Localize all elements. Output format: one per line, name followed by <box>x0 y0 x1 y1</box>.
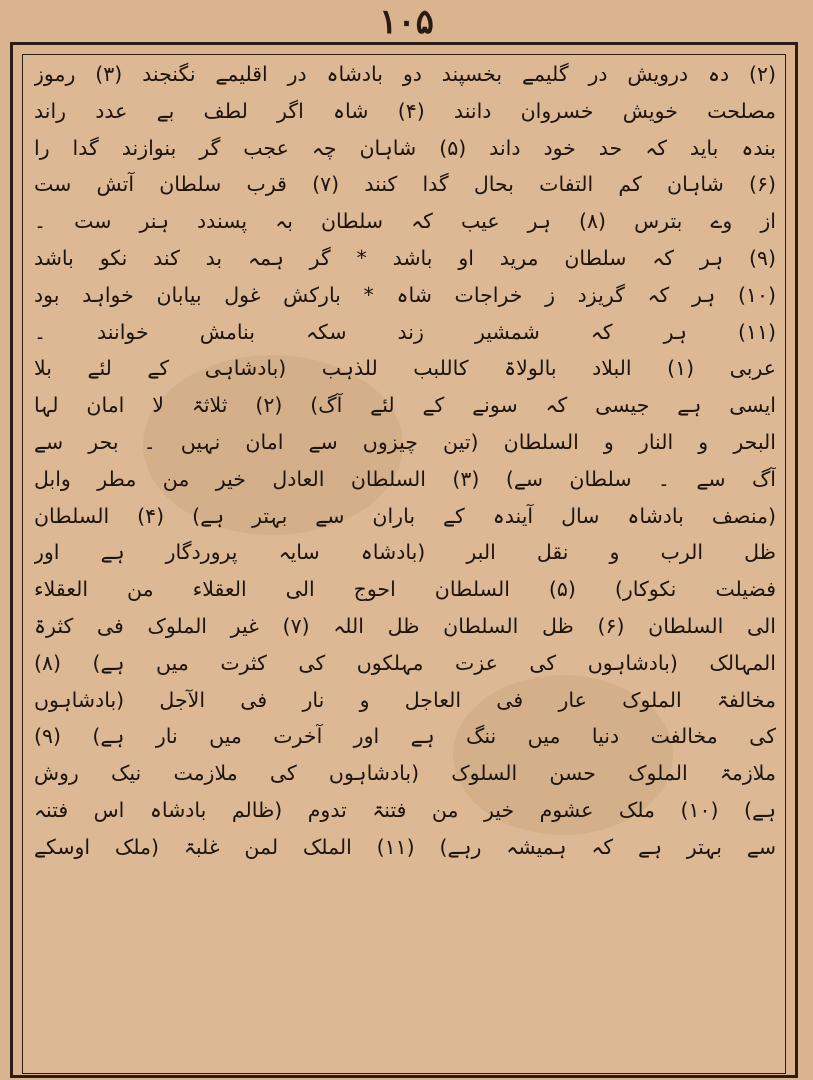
text-line: ملازمۃ الملوک حسن السلوک (بادشاہوں کی ملازمت نیک روش <box>34 761 776 786</box>
text-line: المہالک (بادشاہوں کی عزت مہلکوں کی کثرت میں ہے) (۸) <box>34 650 776 675</box>
text-line: مصلحت خویش خسروان دانند (۴) شاہ اگر لطف بے عدد راند <box>34 98 776 123</box>
text-line: از وے بترس (۸) ہر عیب کہ سلطان بہ پسندد ہنر ست ۔ <box>34 209 776 234</box>
text-line: ایسی ہے جیسی کہ سونے کے لئے آگ) (۲) ثلاثۃ لا امان لہا <box>34 393 776 418</box>
text-line: (۶) شاہان کم التفات بحال گدا کنند (۷) قرب سلطان آتش ست <box>34 172 776 197</box>
page-text <box>34 56 776 1072</box>
text-line: (۱۱) ہر کہ شمشیر زند سکہ بنامش خوانند ۔ <box>34 319 776 344</box>
text-line: (۱۰) ہر کہ گریزد ز خراجات شاہ * بارکش غول بیابان خواہد بود <box>34 282 776 307</box>
text-line: البحر و النار و السلطان (تین چیزوں سے امان نہیں ۔ بحر سے <box>34 429 776 454</box>
text-line: عربی (۱) البلاد بالولاۃ کاللبب للذہب (بادشاہی کے لئے بلا <box>34 356 776 381</box>
text-line: الی السلطان (۶) ظل السلطان ظل اللہ (۷) غیر الملوک فی کثرۃ <box>34 613 776 638</box>
text-line: ہے) (۱۰) ملک عشوم خیر من فتنۃ تدوم (ظالم بادشاہ اس فتنہ <box>34 797 776 822</box>
text-line: بندہ باید کہ حد خود داند (۵) شاہان چہ عجب گر بنوازند گدا را <box>34 135 776 160</box>
text-line: ظل الرب و نقل البر (بادشاہ سایہ پروردگار ہے اور <box>34 540 776 565</box>
text-line: آگ سے ۔ سلطان سے) (۳) السلطان العادل خیر من مطر وابل <box>34 466 776 491</box>
text-line: سے بہتر ہے کہ ہمیشہ رہے) (۱۱) الملک لمن غلبۃ (ملک اوسکے <box>34 834 776 859</box>
text-line: (۲) دہ درویش در گلیمے بخسپند دو بادشاہ در اقلیمے نگنجند (۳) رموز <box>34 62 776 86</box>
text-line: (۹) ہر کہ سلطان مرید او باشد * گر ہمہ بد کند نکو باشد <box>34 245 776 270</box>
page-number: ۱۰۵ <box>379 2 434 42</box>
text-line: مخالفۃ الملوک عار فی العاجل و نار فی الآجل (بادشاہوں <box>34 687 776 712</box>
text-line: فضیلت نکوکار) (۵) السلطان احوج الی العقلاء من العقلاء <box>34 577 776 602</box>
text-line: (منصف بادشاہ سال آیندہ کے باران سے بہتر ہے) (۴) السلطان <box>34 503 776 528</box>
text-line: کی مخالفت دنیا میں ننگ ہے اور آخرت میں نار ہے) (۹) <box>34 724 776 749</box>
